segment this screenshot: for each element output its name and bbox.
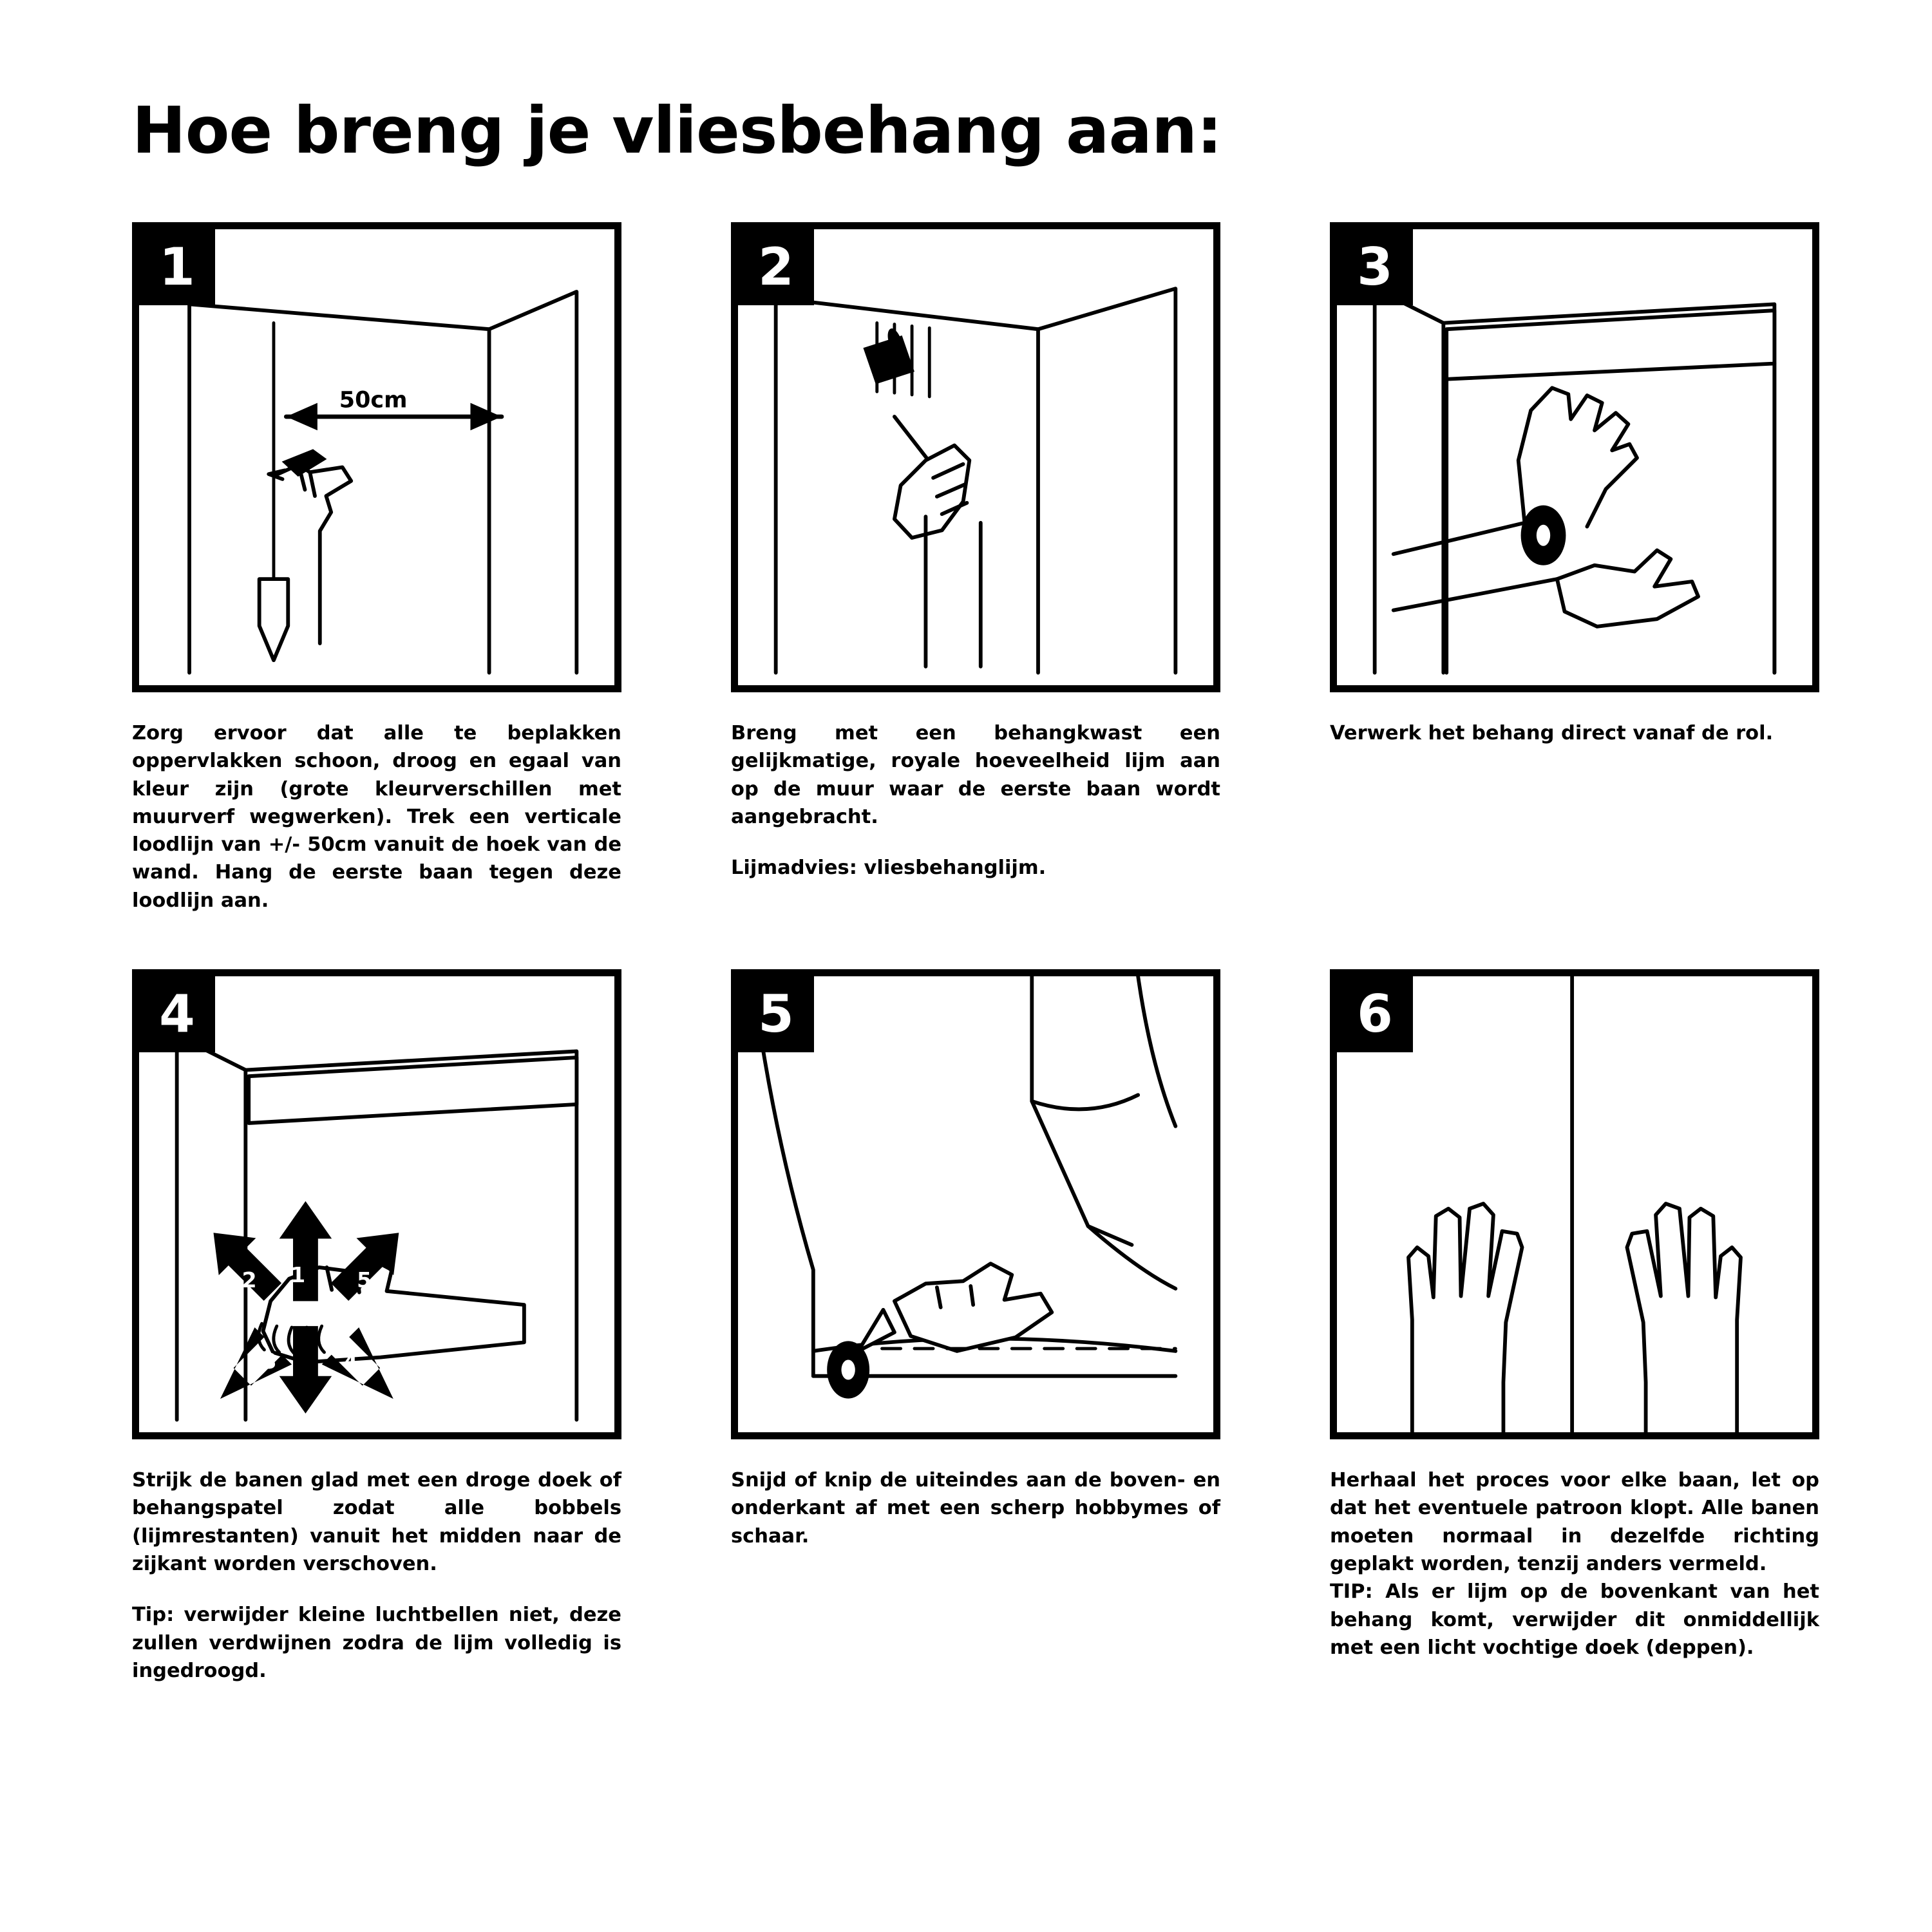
step-6-paragraph-2: TIP: Als er lijm op de bovenkant van het behang komt, verwijder dit onmiddellijk met een licht vochtige doek (deppen). <box>1330 1580 1819 1659</box>
svg-text:3: 3 <box>261 1349 277 1374</box>
step-1-number: 1 <box>139 229 215 305</box>
step-1-caption <box>132 719 621 914</box>
step-3-caption <box>1330 719 1819 747</box>
step-2-number: 2 <box>738 229 814 305</box>
svg-text:2: 2 <box>242 1267 257 1293</box>
step-2-paragraph-2: Lijmadvies: vliesbehanglijm. <box>731 857 1046 880</box>
step-2-caption <box>731 719 1220 882</box>
step-4-illustration <box>132 969 621 1439</box>
step-3-illustration <box>1330 222 1819 692</box>
step-4-paragraph-1: Strijk de banen glad met een droge doek of behangspatel zodat alle bobbels (lijmrestanten) vanuit het midden naar de zijkant worden verschoven. <box>132 1469 621 1575</box>
step-2-illustration <box>731 222 1220 692</box>
step-6-caption <box>1330 1466 1819 1662</box>
step-2-paragraph-1: Breng met een behangkwast een gelijkmatige, royale hoeveelheid lijm aan op de muur waar de eerste baan wordt aangebracht. <box>731 722 1220 828</box>
svg-text:4: 4 <box>343 1350 358 1376</box>
step-4-paragraph-2: Tip: verwijder kleine luchtbellen niet, deze zullen verdwijnen zodra de lijm volledig is ingedroogd. <box>132 1604 621 1682</box>
step-6 <box>1330 969 1819 1685</box>
step-6-number: 6 <box>1337 976 1413 1052</box>
step-5-illustration <box>731 969 1220 1439</box>
svg-text:1: 1 <box>290 1262 306 1288</box>
step-4-number: 4 <box>139 976 215 1052</box>
step-5 <box>731 969 1220 1685</box>
step-5-paragraph-1: Snijd of knip de uiteindes aan de boven- en onderkant af met een scherp hobbymes of schaar. <box>731 1469 1220 1548</box>
step-1-paragraph-1: Zorg ervoor dat alle te beplakken oppervlakken schoon, droog en egaal van kleur zijn (grote kleurverschillen met muurverf wegwerken). Trek een verticale loodlijn van +/- 50cm vanuit de hoek van de wand. Hang de eerste baan tegen deze loodlijn aan. <box>132 722 621 912</box>
step-6-illustration <box>1330 969 1819 1439</box>
step-5-caption <box>731 1466 1220 1550</box>
step-6-paragraph-1: Herhaal het proces voor elke baan, let op dat het eventuele patroon klopt. Alle banen moeten normaal in dezelfde richting geplakt worden, tenzij anders vermeld. <box>1330 1469 1819 1575</box>
page-title: Hoe breng je vliesbehang aan: <box>132 93 1222 168</box>
svg-text:50cm: 50cm <box>339 387 408 413</box>
step-3 <box>1330 222 1819 914</box>
step-1 <box>132 222 621 914</box>
step-4-caption <box>132 1466 621 1685</box>
step-2 <box>731 222 1220 914</box>
step-1-illustration <box>132 222 621 692</box>
step-3-paragraph-1: Verwerk het behang direct vanaf de rol. <box>1330 722 1774 744</box>
svg-text:5: 5 <box>357 1267 372 1293</box>
step-4 <box>132 969 621 1685</box>
steps-grid <box>132 222 1819 1685</box>
step-5-number: 5 <box>738 976 814 1052</box>
step-3-number: 3 <box>1337 229 1413 305</box>
